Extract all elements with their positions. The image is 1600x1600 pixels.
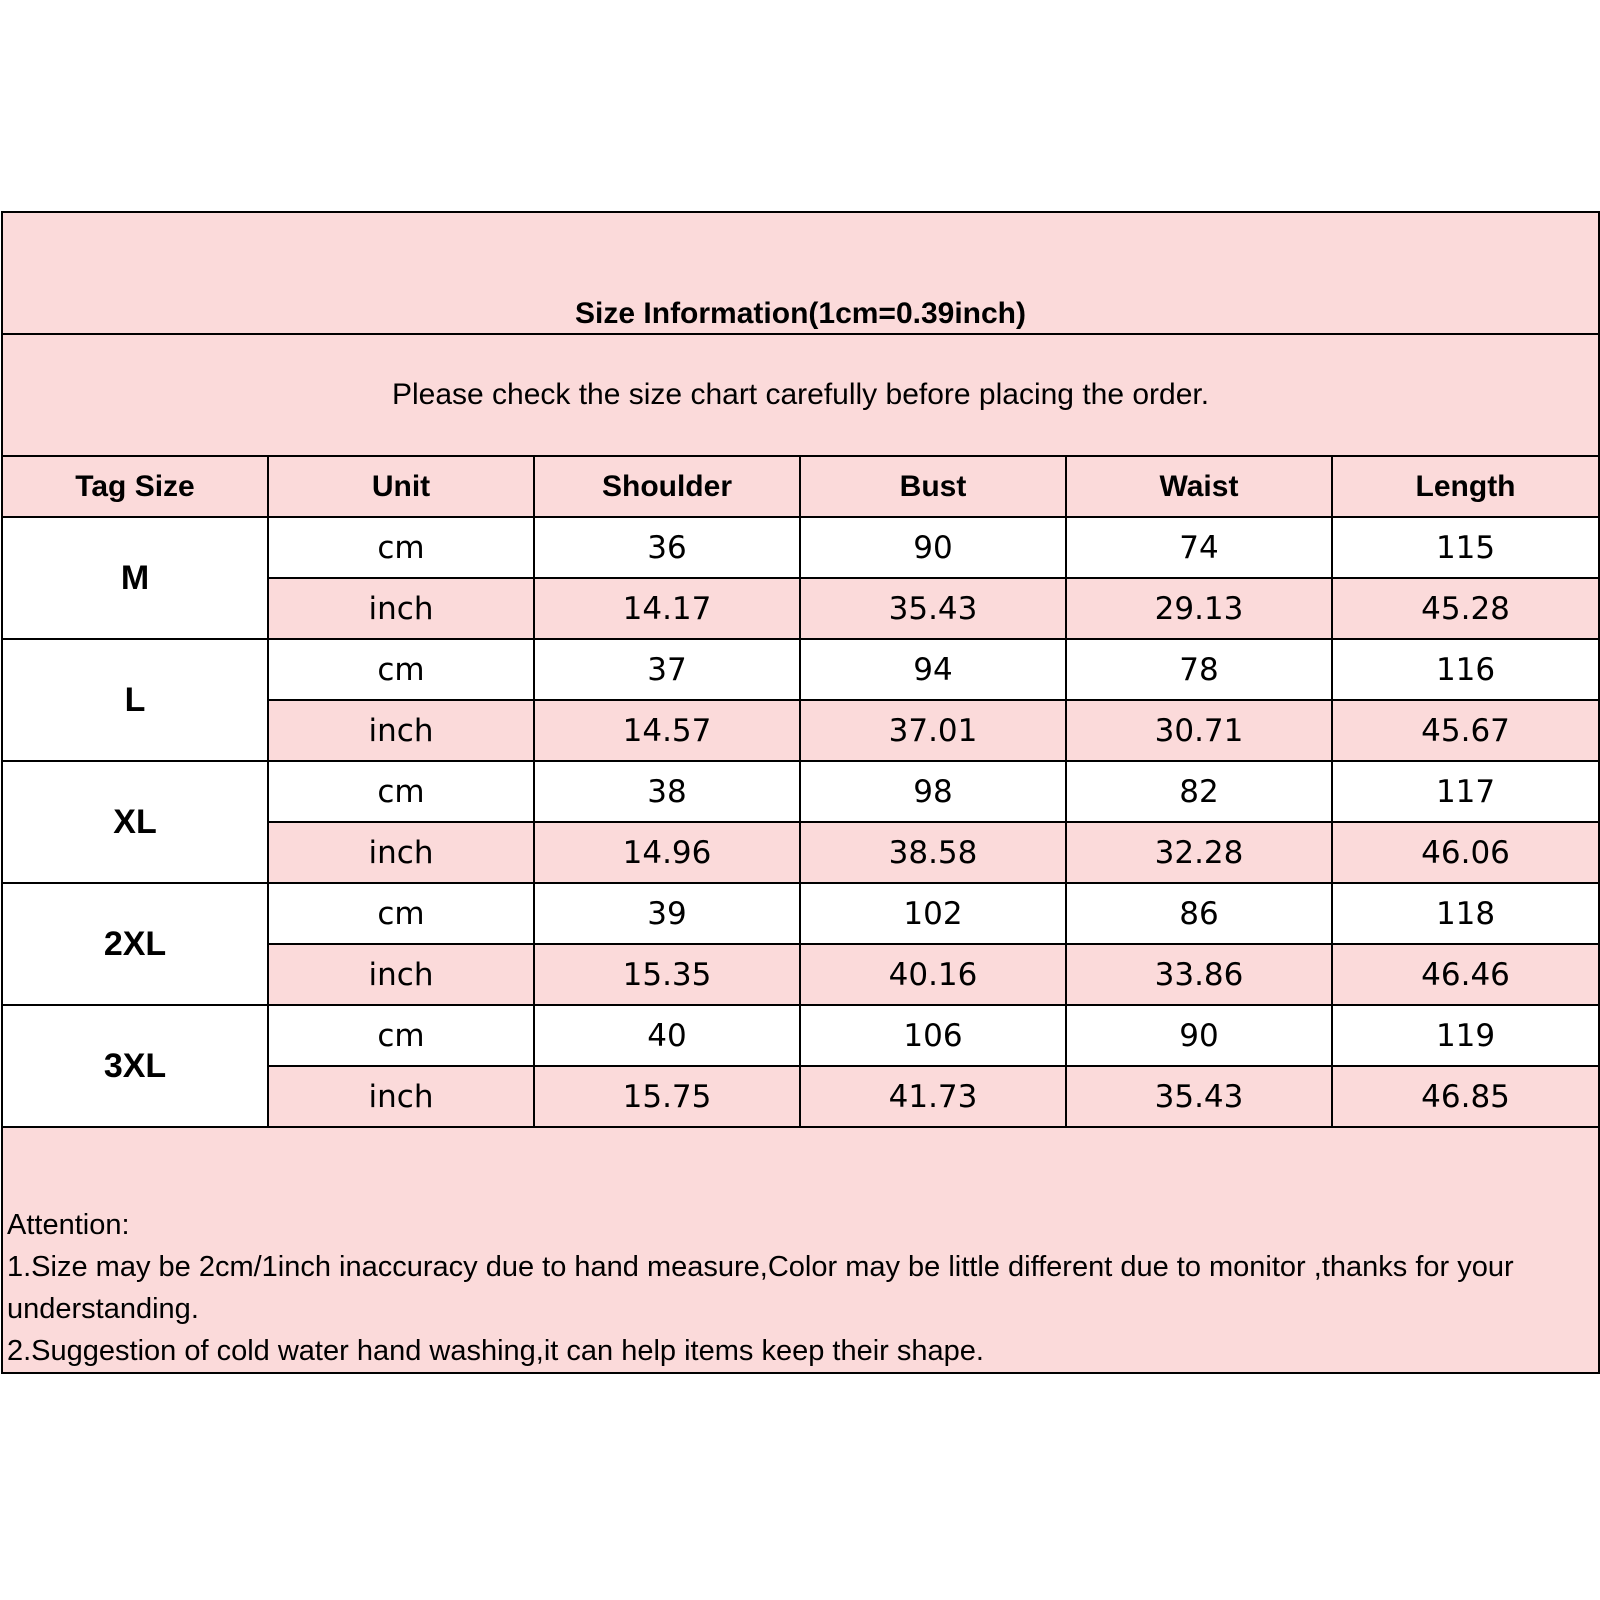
- waist-cell: 74: [1066, 517, 1332, 578]
- header-tag-size: Tag Size: [2, 456, 268, 517]
- title-cell: [2, 212, 1599, 334]
- size-chart-table: [1, 211, 1600, 1374]
- shoulder-cell: 36: [534, 517, 800, 578]
- shoulder-cell: 14.57: [534, 700, 800, 761]
- table-row: [2, 883, 1599, 944]
- subtitle: Please check the size chart carefully before placing the order.: [2, 334, 1599, 456]
- table-row: [2, 639, 1599, 700]
- shoulder-cell: 15.35: [534, 944, 800, 1005]
- bust-cell: 40.16: [800, 944, 1066, 1005]
- length-cell: 116: [1332, 639, 1599, 700]
- waist-cell: 86: [1066, 883, 1332, 944]
- length-cell: 119: [1332, 1005, 1599, 1066]
- shoulder-cell: 14.96: [534, 822, 800, 883]
- table-row: [2, 761, 1599, 822]
- unit-cell: inch: [268, 578, 534, 639]
- waist-cell: 82: [1066, 761, 1332, 822]
- waist-cell: 30.71: [1066, 700, 1332, 761]
- length-cell: 115: [1332, 517, 1599, 578]
- shoulder-cell: 38: [534, 761, 800, 822]
- header-length: Length: [1332, 456, 1599, 517]
- attention-heading: Attention:: [7, 1209, 130, 1241]
- unit-cell: cm: [268, 761, 534, 822]
- attention-notes: [2, 1127, 1599, 1373]
- header-bust: Bust: [800, 456, 1066, 517]
- size-label: XL: [2, 761, 268, 883]
- unit-cell: cm: [268, 1005, 534, 1066]
- length-cell: 45.28: [1332, 578, 1599, 639]
- length-cell: 46.46: [1332, 944, 1599, 1005]
- length-cell: 118: [1332, 883, 1599, 944]
- length-cell: 46.85: [1332, 1066, 1599, 1127]
- shoulder-cell: 14.17: [534, 578, 800, 639]
- length-cell: 46.06: [1332, 822, 1599, 883]
- unit-cell: cm: [268, 883, 534, 944]
- shoulder-cell: 40: [534, 1005, 800, 1066]
- unit-cell: inch: [268, 822, 534, 883]
- shoulder-cell: 39: [534, 883, 800, 944]
- bust-cell: 106: [800, 1005, 1066, 1066]
- table-row: [2, 517, 1599, 578]
- waist-cell: 32.28: [1066, 822, 1332, 883]
- waist-cell: 35.43: [1066, 1066, 1332, 1127]
- attention-note-1: 1.Size may be 2cm/1inch inaccuracy due to hand measure,Color may be little different due to monitor ,thanks for your understanding.: [7, 1251, 1514, 1325]
- header-waist: Waist: [1066, 456, 1332, 517]
- bust-cell: 38.58: [800, 822, 1066, 883]
- waist-cell: 29.13: [1066, 578, 1332, 639]
- attention-note-2: 2.Suggestion of cold water hand washing,it can help items keep their shape.: [7, 1335, 984, 1367]
- length-cell: 117: [1332, 761, 1599, 822]
- header-shoulder: Shoulder: [534, 456, 800, 517]
- header-unit: Unit: [268, 456, 534, 517]
- waist-cell: 33.86: [1066, 944, 1332, 1005]
- size-label: L: [2, 639, 268, 761]
- bust-cell: 94: [800, 639, 1066, 700]
- chart-title: Size Information(1cm=0.39inch): [575, 297, 1026, 330]
- table-row: [2, 1005, 1599, 1066]
- waist-cell: 78: [1066, 639, 1332, 700]
- size-label: 2XL: [2, 883, 268, 1005]
- bust-cell: 102: [800, 883, 1066, 944]
- shoulder-cell: 15.75: [534, 1066, 800, 1127]
- bust-cell: 37.01: [800, 700, 1066, 761]
- bust-cell: 98: [800, 761, 1066, 822]
- unit-cell: cm: [268, 517, 534, 578]
- bust-cell: 90: [800, 517, 1066, 578]
- size-label: M: [2, 517, 268, 639]
- bust-cell: 41.73: [800, 1066, 1066, 1127]
- size-label: 3XL: [2, 1005, 268, 1127]
- unit-cell: cm: [268, 639, 534, 700]
- header-row: [2, 456, 1599, 517]
- shoulder-cell: 37: [534, 639, 800, 700]
- unit-cell: inch: [268, 1066, 534, 1127]
- bust-cell: 35.43: [800, 578, 1066, 639]
- waist-cell: 90: [1066, 1005, 1332, 1066]
- unit-cell: inch: [268, 944, 534, 1005]
- unit-cell: inch: [268, 700, 534, 761]
- length-cell: 45.67: [1332, 700, 1599, 761]
